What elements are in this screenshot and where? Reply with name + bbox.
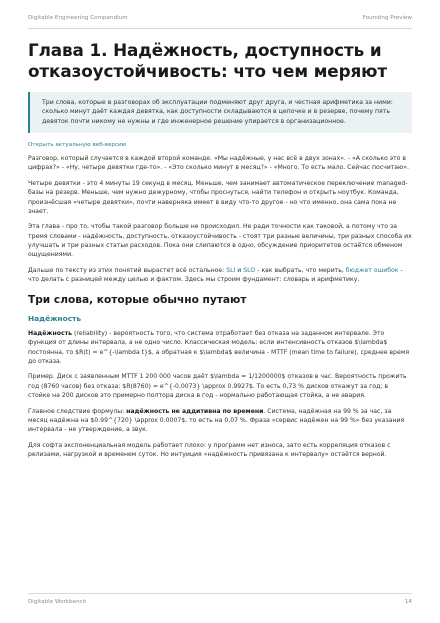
page-number: 14	[404, 599, 412, 605]
section-heading: Три слова, которые обычно путают	[28, 294, 247, 307]
paragraph-4-text-a: Дальше по тексту из этих понятий вырастет всё остальное:	[28, 266, 227, 274]
paragraph-7	[28, 407, 412, 435]
paragraph-7-text-a: Главное следствие формулы:	[28, 407, 127, 415]
reliability-term: Надёжность	[28, 330, 73, 338]
sli-link[interactable]: SLI	[226, 266, 236, 274]
non-additive-emphasis: надёжность не аддитивна по времени	[126, 407, 264, 415]
error-budget-link[interactable]: бюджет ошибок	[345, 266, 399, 274]
slo-link[interactable]: SLO	[243, 266, 256, 274]
page-header	[28, 15, 412, 21]
paragraph-4-text-c: - что делать с разницей между целью и фактом. Здесь мы строим фундамент: словарь и арифметику.	[28, 266, 403, 283]
paragraph-2: Четыре девятки - это 4 минуты 19 секунд в месяц. Меньше, чем занимает автоматическое переключение managed-базы на резерв. Меньше, чем нужно дежурному, чтобы проснуться, найти телефон и открыть ноутбук. Команда, произнёсшая «четыре девятки», почти наверняка имеет в виду что-то другое - но что именно, она сама пока не знает.	[28, 180, 408, 215]
header-left: Digitable Engineering Compendium	[28, 15, 128, 21]
open-web-version-link[interactable]: Открыть актуальную веб-версию	[28, 142, 127, 149]
footer-left: Digitable Workbench	[28, 599, 87, 605]
main-content	[28, 40, 412, 466]
paragraph-5	[28, 329, 412, 366]
paragraph-6: Пример. Диск с заявленным MTTF 1 200 000 часов даёт $\lambda = 1/1200000$ отказов в час. Вероятность прожить год (8760 часов) без отказа: $R(8760) = e^{-0.0073} \approx 0.9927$. То есть 0,73 % дисков откажут за год; в стойке на 200 дисков это примерно полтора диска в год - нормально работающая стойка, а не авария.	[28, 373, 407, 399]
paragraph-4-and: и	[235, 266, 244, 274]
paragraph-3: Эта глава - про то, чтобы такой разговор больше не происходил. Не ради точности как таковой, а потому что за тремя словами - надёжность, доступность, отказоустойчивость - стоят три разные величины, три разных способа их улучшать и три разных статьи расходов. Пока они слипаются в одно, обсуждение приоритетов остаётся обменом ощущениями.	[28, 223, 412, 259]
page-footer	[28, 599, 412, 605]
subsection-heading: Надёжность	[28, 314, 82, 324]
paragraph-5-text: (reliability) - вероятность того, что система отработает без отказа на заданном интервале. Это функция от длины интервала, а не одно число. Классическая модель: если интенсивность отказов $\lambda$ постоянна, то $R(t) = e^{-\lambda t}$, а обратная к $\lambda$ величина - MTTF (mean time to failure), среднее время до отказа.	[28, 330, 410, 365]
paragraph-4-text-b: - как выбрать, что мерить,	[255, 266, 346, 274]
paragraph-1: Разговор, который случается в каждой второй команде. «Мы надёжные, у нас всё в двух зонах». - «А сколько это в цифрах?» - «Ну, четыре девятки где-то». - «Это сколько минут в месяц?» - «Много. То есть мало. Сейчас посчитаю».	[28, 155, 409, 172]
paragraph-4	[28, 266, 412, 284]
header-rule	[28, 28, 412, 29]
paragraph-8: Для софта экспоненциальная модель работает плохо: у программ нет износа, зато есть корреляция отказов с релизами, нагрузкой и временем суток. Но интуиция «надёжность привязана к интервалу» остаётся верной.	[28, 441, 391, 458]
chapter-summary-callout: Три слова, которые в разговорах об эксплуатации подменяют друг друга, и честная арифметика за ними: сколько минут даёт каждая девятка, как доступности складываются в цепочке и в резерве, почему пять девяток почти никому не нужны и где инженерное решение упирается в организационное.	[28, 92, 412, 133]
footer-rule	[28, 593, 412, 594]
paragraph-7-text-c: . Система, надёжная на 99 % за час, за месяц надёжна на $0.99^{720} \approx 0.0007$, то есть на 0,07 %. Фраза «сервис надёжен на 99 %» без указания интервала - не утверждение, а звук.	[28, 407, 405, 433]
chapter-title: Глава 1. Надёжность, доступность и отказоустойчивость: что чем меряют	[28, 40, 388, 81]
header-right: Founding Preview	[362, 15, 412, 21]
